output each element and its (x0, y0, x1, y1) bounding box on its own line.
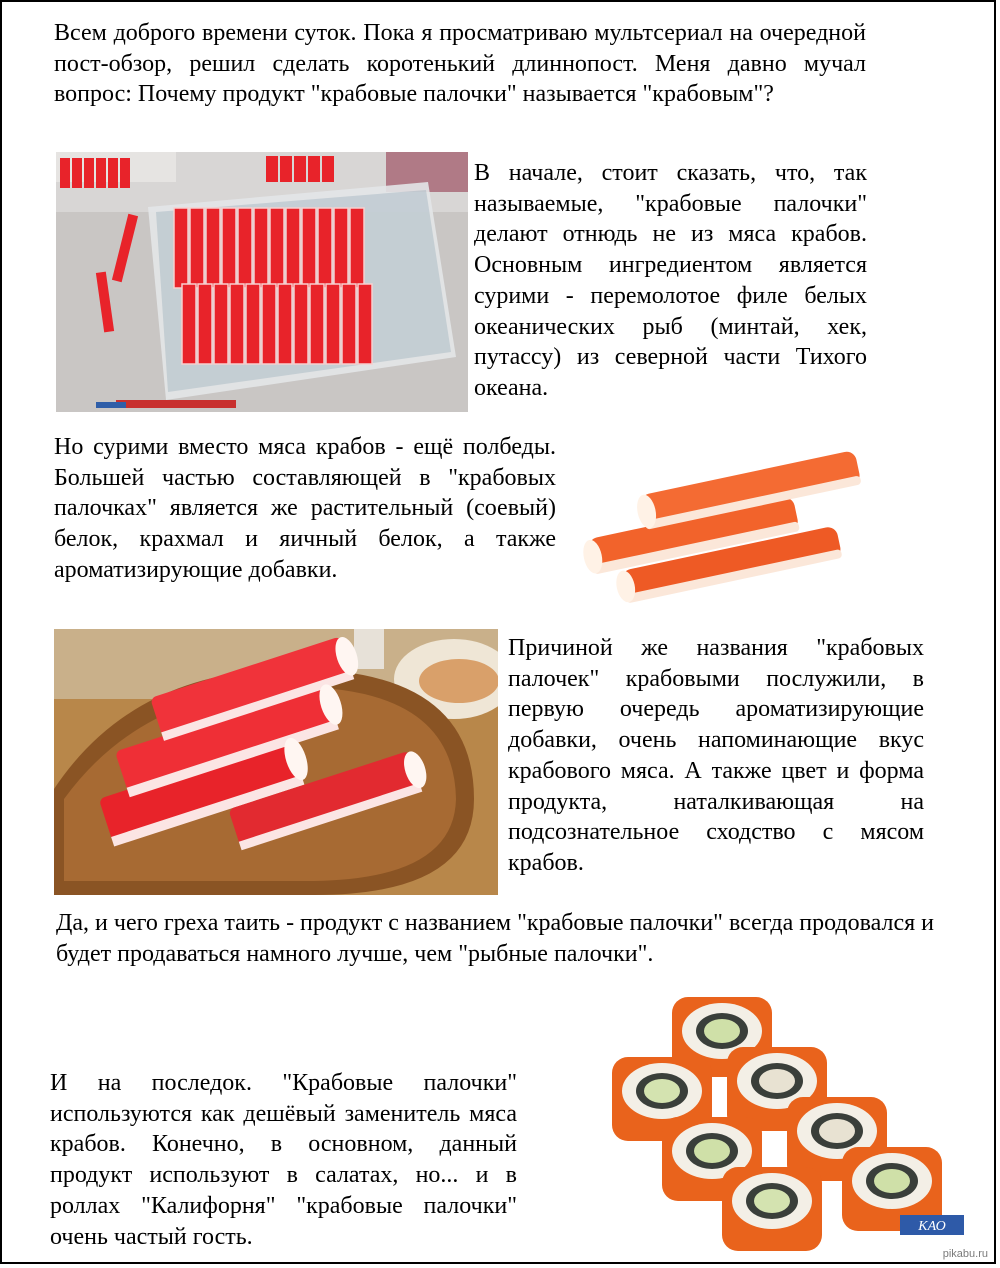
watermark: pikabu.ru (942, 1248, 988, 1260)
sticks-photo (568, 450, 882, 610)
sushi-logo: КАО (918, 1219, 946, 1234)
board-photo (54, 629, 498, 895)
intro-paragraph: Всем доброго времени суток. Пока я просматриваю мультсериал на очередной пост-обзор, решил сделать коротенький длиннопост. Меня давно мучал вопрос: Почему продукт "крабовые палочки" называется "крабовым"? (54, 20, 866, 108)
package-photo (56, 152, 468, 412)
sushi-photo (602, 987, 972, 1257)
surimi-paragraph: В начале, стоит сказать, что, так называемые, "крабовые палочки" делают отнюдь не из мяса крабов. Основным ингредиентом является сурими - перемолотое филе белых океанических рыб (минтай, хек, путассу) из северной части Тихого океана. (474, 160, 867, 401)
finally-paragraph: И на последок. "Крабовые палочки" используются как дешёвый заменитель мяса крабов. Конечно, в основном, данный продукт используют в салатах, но... и в роллах "Калифорня" "крабовые палочки" очень частый гость. (50, 1070, 517, 1250)
soy-paragraph: Но сурими вместо мяса крабов - ещё полбеды. Большей частью составляющей в "крабовых палочках" является же растительный (соевый) белок, крахмал и яичный белок, а также ароматизирующие добавки. (54, 434, 556, 583)
sales-paragraph: Да, и чего греха таить - продукт с названием "крабовые палочки" всегда продовался и будет продаваться намного лучше, чем "рыбные палочки". (56, 910, 934, 967)
reason-paragraph: Причиной же названия "крабовых палочек" крабовыми послужили, в первую очередь ароматизирующие добавки, очень напоминающие вкус крабового мяса. А также цвет и форма продукта, наталкивающая на подсознательное сходство с мясом крабов. (508, 635, 924, 876)
